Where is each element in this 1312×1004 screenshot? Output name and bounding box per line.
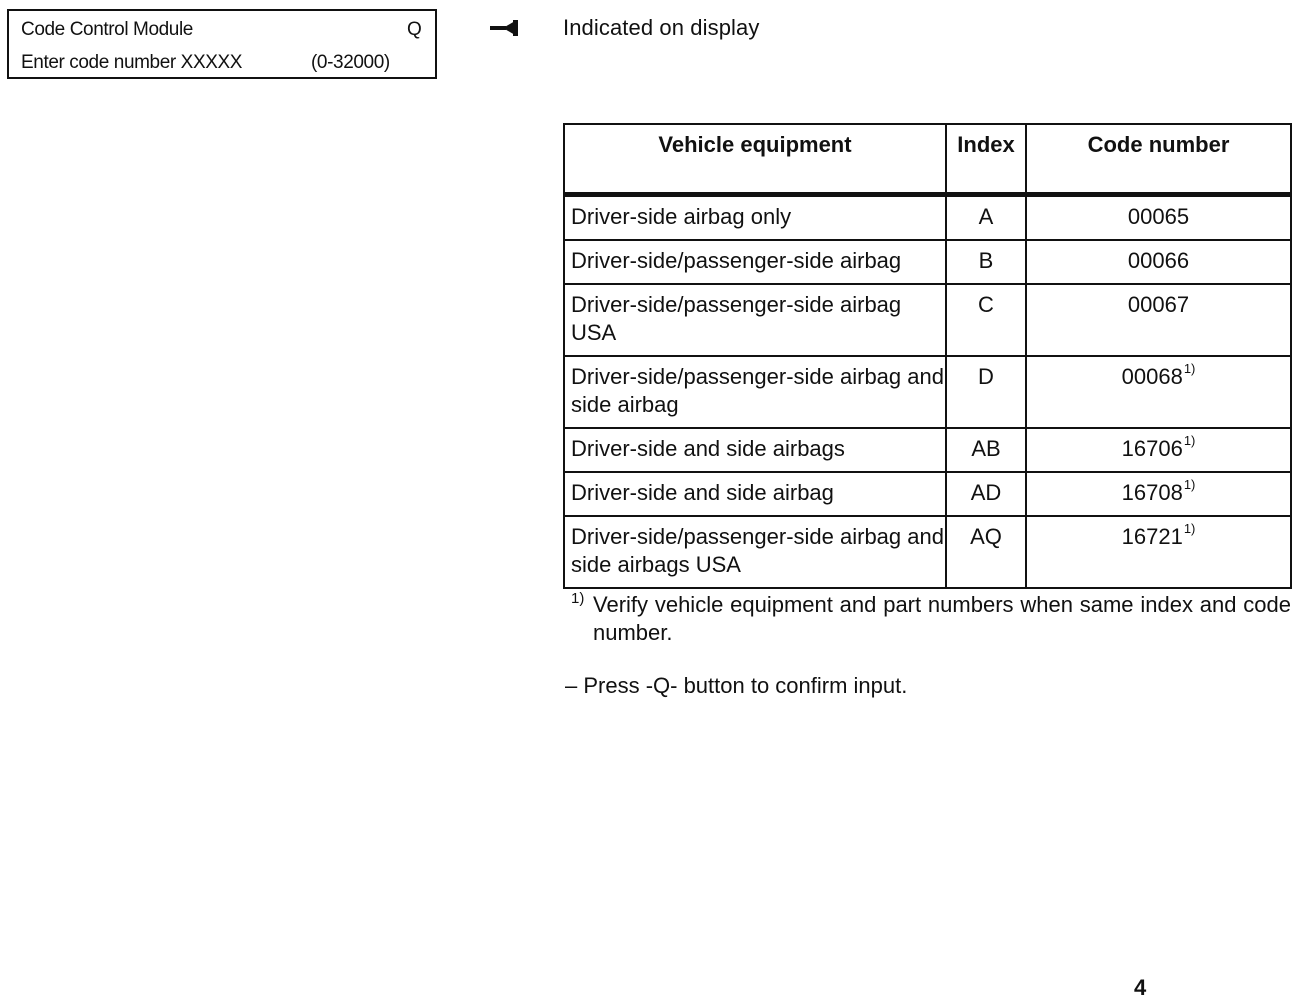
vehicle-equipment-table <box>563 123 1292 589</box>
display-title: Code Control Module <box>21 19 193 40</box>
cell-vehicle-equipment: Driver-side airbag only <box>564 194 946 240</box>
display-key: Q <box>407 19 422 40</box>
code-value: 00065 <box>1127 203 1190 229</box>
cell-index: D <box>946 356 1026 428</box>
cell-index: A <box>946 194 1026 240</box>
indicated-on-display-label: Indicated on display <box>563 15 760 40</box>
cell-vehicle-equipment: Driver-side and side airbags <box>564 428 946 472</box>
footnote-reference: 1) <box>1183 360 1196 376</box>
display-prompt: Enter code number XXXXX <box>21 52 243 73</box>
table-row <box>564 428 1291 472</box>
cell-code-number <box>1026 356 1291 428</box>
cell-index: C <box>946 284 1026 356</box>
footnote-reference: 1) <box>1183 520 1196 536</box>
confirm-instruction: – Press -Q- button to confirm input. <box>565 673 908 698</box>
footnote-text: Verify vehicle equipment and part numbers when same index and code number. <box>593 592 1291 645</box>
cell-index: B <box>946 240 1026 284</box>
cell-vehicle-equipment: Driver-side/passenger-side airbag <box>564 240 946 284</box>
footnote-reference: 1) <box>1183 432 1196 448</box>
cell-code-number <box>1026 284 1291 356</box>
footnote-mark: 1) <box>571 590 585 607</box>
cell-code-number <box>1026 516 1291 588</box>
cell-code-number <box>1026 240 1291 284</box>
cell-code-number <box>1026 472 1291 516</box>
table-row <box>564 240 1291 284</box>
cell-index: AD <box>946 472 1026 516</box>
table-row <box>564 284 1291 356</box>
display-range: (0-32000) <box>311 52 390 73</box>
footnote <box>571 591 1291 647</box>
table-row <box>564 516 1291 588</box>
header-code-number: Code number <box>1026 124 1291 194</box>
table-row <box>564 472 1291 516</box>
cell-vehicle-equipment: Driver-side/passenger-side airbag and side airbag <box>564 356 946 428</box>
table-row <box>564 194 1291 240</box>
code-value: 00068 <box>1121 363 1183 389</box>
code-value: 00067 <box>1127 291 1190 317</box>
page-number: 4 <box>1134 975 1147 1000</box>
cell-vehicle-equipment: Driver-side/passenger-side airbag USA <box>564 284 946 356</box>
cell-vehicle-equipment: Driver-side and side airbag <box>564 472 946 516</box>
footnote-reference: 1) <box>1183 476 1196 492</box>
header-vehicle-equipment: Vehicle equipment <box>564 124 946 194</box>
code-value: 16721 <box>1121 523 1183 549</box>
header-index: Index <box>946 124 1026 194</box>
cell-code-number <box>1026 194 1291 240</box>
code-value: 16706 <box>1121 435 1183 461</box>
code-value: 00066 <box>1127 247 1190 273</box>
code-value: 16708 <box>1121 479 1183 505</box>
cell-vehicle-equipment: Driver-side/passenger-side airbag and side airbags USA <box>564 516 946 588</box>
cell-code-number <box>1026 428 1291 472</box>
table-body <box>564 194 1291 588</box>
pointer-arrow-icon <box>489 17 523 39</box>
cell-index: AB <box>946 428 1026 472</box>
display-box <box>7 9 437 79</box>
cell-index: AQ <box>946 516 1026 588</box>
table-row <box>564 356 1291 428</box>
table-header-row <box>564 124 1291 194</box>
